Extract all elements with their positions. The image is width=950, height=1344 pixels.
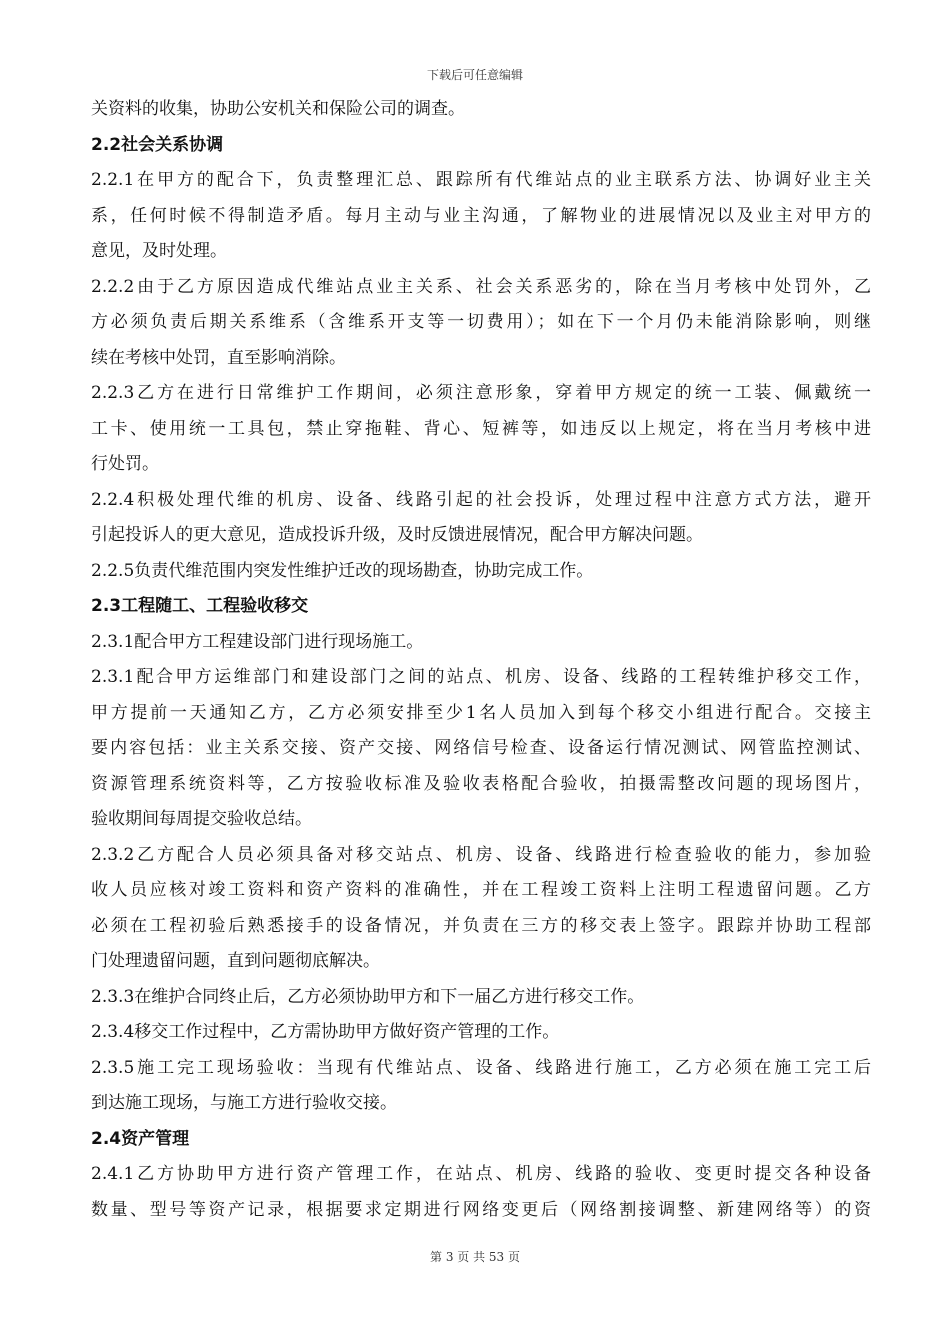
paragraph-line: 门处理遗留问题，直到问题彻底解决。 [91,951,380,971]
section-heading: 2.4资产管理 [91,1128,190,1149]
paragraph-line: 关资料的收集，协助公安机关和保险公司的调查。 [91,99,465,119]
paragraph-line: 行处罚。 [91,454,159,474]
paragraph-line: 必须在工程初验后熟悉接手的设备情况，并负责在三方的移交表上签字。跟踪并协助工程部 [91,915,871,936]
paragraph-line: 到达施工现场，与施工方进行验收交接。 [91,1093,397,1113]
paragraph-line: 2.3.4移交工作过程中，乙方需协助甲方做好资产管理的工作。 [91,1022,560,1042]
paragraph-line: 方必须负责后期关系维系（含维系开支等一切费用）；如在下一个月仍未能消除影响，则继 [91,312,871,332]
paragraph-line: 数量、型号等资产记录，根据要求定期进行网络变更后（网络割接调整、新建网络等）的资 [91,1199,871,1220]
paragraph-line: 2.3.1配合甲方运维部门和建设部门之间的站点、机房、设备、线路的工程转维护移交工作， [91,667,871,687]
paragraph-line: 2.3.2乙方配合人员必须具备对移交站点、机房、设备、线路进行检查验收的能力，参加验 [91,844,871,865]
paragraph-line: 2.4.1乙方协助甲方进行资产管理工作，在站点、机房、线路的验收、变更时提交各种设备 [91,1164,871,1184]
paragraph-line: 验收期间每周提交验收总结。 [91,809,312,829]
paragraph-line: 系，任何时候不得制造矛盾。每月主动与业主沟通，了解物业的进展情况以及业主对甲方的 [91,205,871,226]
paragraph-line: 2.2.5负责代维范围内突发性维护迁改的现场勘查，协助完成工作。 [91,560,594,581]
page-footer: 第 3 页 共 53 页 [430,1250,520,1264]
paragraph-line: 引起投诉人的更大意见，造成投诉升级，及时反馈进展情况，配合甲方解决问题。 [91,525,703,545]
paragraph-line: 工卡、使用统一工具包，禁止穿拖鞋、背心、短裤等，如违反以上规定，将在当月考核中进 [91,418,871,439]
paragraph-line: 续在考核中处罚，直至影响消除。 [91,347,346,368]
paragraph-line: 2.3.3在维护合同终止后，乙方必须协助甲方和下一届乙方进行移交工作。 [91,986,645,1007]
paragraph-line: 要内容包括：业主关系交接、资产交接、网络信号检查、设备运行情况测试、网管监控测试、 [91,738,871,758]
section-heading: 2.3工程随工、工程验收移交 [91,596,309,616]
paragraph-line: 甲方提前一天通知乙方，乙方必须安排至少1名人员加入到每个移交小组进行配合。交接主 [91,702,871,723]
paragraph-line: 2.2.2由于乙方原因造成代维站点业主关系、社会关系恶劣的，除在当月考核中处罚外，乙 [91,276,871,297]
paragraph-line: 意见，及时处理。 [91,241,227,261]
paragraph-line: 收人员应核对竣工资料和资产资料的准确性，并在工程竣工资料上注明工程遗留问题。乙方 [91,880,871,900]
paragraph-line: 2.2.4积极处理代维的机房、设备、线路引起的社会投诉，处理过程中注意方式方法，避开 [91,489,871,510]
paragraph-line: 2.2.3乙方在进行日常维护工作期间，必须注意形象，穿着甲方规定的统一工装、佩戴统一 [91,383,871,403]
paragraph-line: 2.2.1在甲方的配合下，负责整理汇总、跟踪所有代维站点的业主联系方法、协调好业主关 [91,170,871,190]
document-body [91,92,871,1228]
section-heading: 2.2社会关系协调 [91,134,224,155]
paragraph-line: 资源管理系统资料等，乙方按验收标准及验收表格配合验收，拍摄需整改问题的现场图片， [91,773,871,794]
paragraph-line: 2.3.1配合甲方工程建设部门进行现场施工。 [91,631,424,652]
page-header: 下载后可任意编辑 [426,68,523,82]
paragraph-line: 2.3.5施工完工现场验收：当现有代维站点、设备、线路进行施工，乙方必须在施工完工后 [91,1057,871,1078]
